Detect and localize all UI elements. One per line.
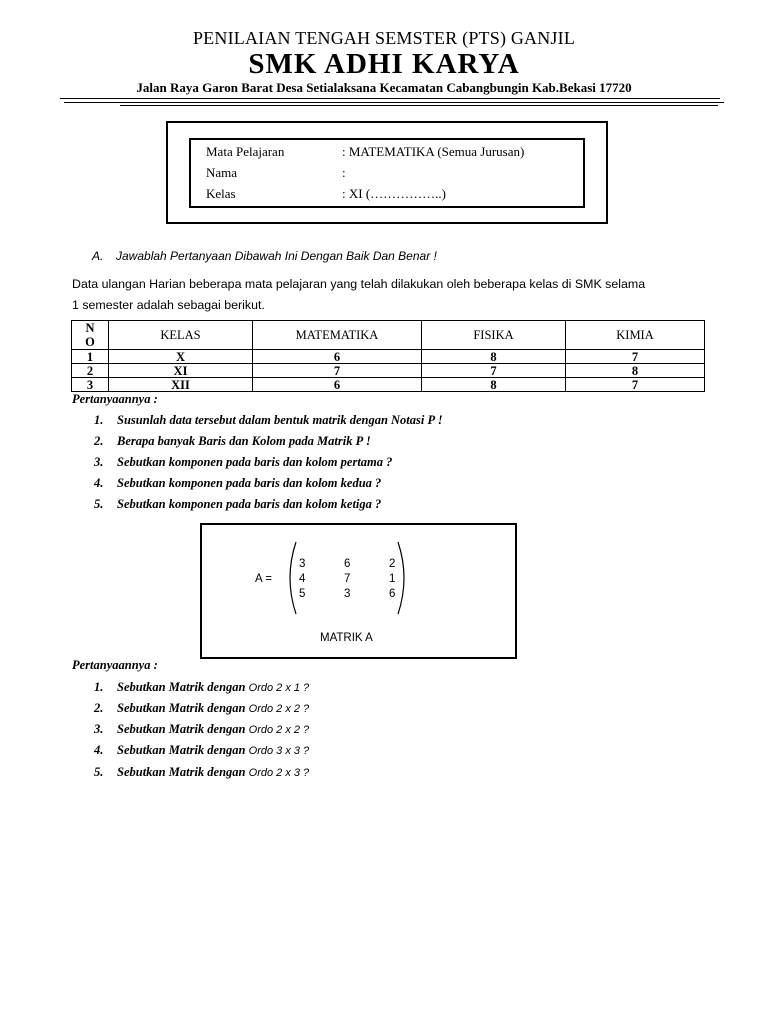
header-rule-middle [64,102,724,103]
table-header-row [72,321,705,350]
questions-1-heading: Pertanyaannya : [72,392,158,406]
question-number: 4. [94,743,104,757]
intro-line-1: Data ulangan Harian beberapa mata pelajaran yang telah dilakukan oleh beberapa kelas di SMK selama [72,277,646,291]
exam-title: PENILAIAN TENGAH SEMSTER (PTS) GANJIL [192,28,576,48]
question-text [117,743,309,758]
question-number: 1. [94,413,104,427]
question-number: 3. [94,455,104,469]
class-label: Kelas [206,186,236,201]
cell-fisika: 7 [422,364,566,378]
question-text: Sebutkan komponen pada baris dan kolom pertama ? [117,455,393,469]
school-address: Jalan Raya Garon Barat Desa Setialaksana Kecamatan Cabangbungin Kab.Bekasi 17720 [136,80,632,95]
cell-no: 1 [72,350,109,364]
question-ordo: Ordo 2 x 1 ? [248,682,310,694]
question-text [117,701,309,716]
question-text: Berapa banyak Baris dan Kolom pada Matrik P ! [117,434,371,448]
section-a-text: Jawablah Pertanyaan Dibawah Ini Dengan Baik Dan Benar ! [116,249,437,263]
question-text-main: Sebutkan Matrik dengan [117,722,246,736]
question-number: 3. [94,722,104,736]
matrix-cell: 6 [389,588,396,600]
question-text: Sebutkan komponen pada baris dan kolom kedua ? [117,476,382,490]
matrix-name-label: A = [255,573,272,585]
question-ordo: Ordo 2 x 3 ? [248,767,310,779]
matrix-cell: 3 [299,558,306,570]
matrix-cell: 6 [344,558,351,570]
cell-no: 2 [72,364,109,378]
question-text: Sebutkan komponen pada baris dan kolom ketiga ? [117,497,382,511]
class-value: : XI (……………..) [342,186,446,201]
matrix-cell: 1 [389,573,396,585]
cell-fisika: 8 [422,350,566,364]
name-value: : [342,165,346,180]
section-a-label: A. [92,249,104,263]
table-row [72,364,705,378]
question-text: Susunlah data tersebut dalam bentuk matrik dengan Notasi P ! [117,413,443,427]
header-kelas: KELAS [109,321,253,350]
question-text [117,680,309,695]
question-number: 2. [94,434,104,448]
intro-line-2: 1 semester adalah sebagai berikut. [72,298,265,312]
cell-no: 3 [72,378,109,392]
matrix-caption: MATRIK A [320,632,373,644]
question-number: 2. [94,701,104,715]
question-text-main: Sebutkan Matrik dengan [117,743,246,757]
cell-matematika: 6 [253,378,422,392]
header-matematika: MATEMATIKA [253,321,422,350]
cell-matematika: 7 [253,364,422,378]
table-row [72,378,705,392]
cell-kelas: XI [109,364,253,378]
cell-fisika: 8 [422,378,566,392]
cell-kimia: 7 [566,378,705,392]
matrix-cell: 7 [344,573,351,585]
header-no: N O [72,321,109,350]
header-fisika: FISIKA [422,321,566,350]
question-text [117,765,309,780]
question-number: 1. [94,680,104,694]
header-rule-top [60,98,720,99]
cell-kelas: XII [109,378,253,392]
cell-matematika: 6 [253,350,422,364]
header-kimia: KIMIA [566,321,705,350]
matrix-cell: 3 [344,588,351,600]
cell-kimia: 8 [566,364,705,378]
question-number: 5. [94,765,104,779]
cell-kelas: X [109,350,253,364]
questions-2-heading: Pertanyaannya : [72,658,158,672]
matrix-cell: 4 [299,573,306,585]
cell-kimia: 7 [566,350,705,364]
school-name: SMK ADHI KARYA [248,48,520,80]
question-number: 4. [94,476,104,490]
question-ordo: Ordo 3 x 3 ? [248,745,310,757]
header-rule-bottom [120,105,718,106]
matrix-cell: 5 [299,588,306,600]
question-text-main: Sebutkan Matrik dengan [117,680,246,694]
subject-value: : MATEMATIKA (Semua Jurusan) [342,144,525,159]
left-bracket [290,542,296,614]
question-text-main: Sebutkan Matrik dengan [117,765,246,779]
subject-label: Mata Pelajaran [206,144,285,159]
name-label: Nama [206,165,238,180]
question-ordo: Ordo 2 x 2 ? [248,724,310,736]
right-bracket [398,542,404,614]
table-row [72,350,705,364]
question-number: 5. [94,497,104,511]
question-text [117,722,309,737]
question-ordo: Ordo 2 x 2 ? [248,703,310,715]
grades-table [71,320,705,392]
matrix-cell: 2 [389,558,396,570]
question-text-main: Sebutkan Matrik dengan [117,701,246,715]
